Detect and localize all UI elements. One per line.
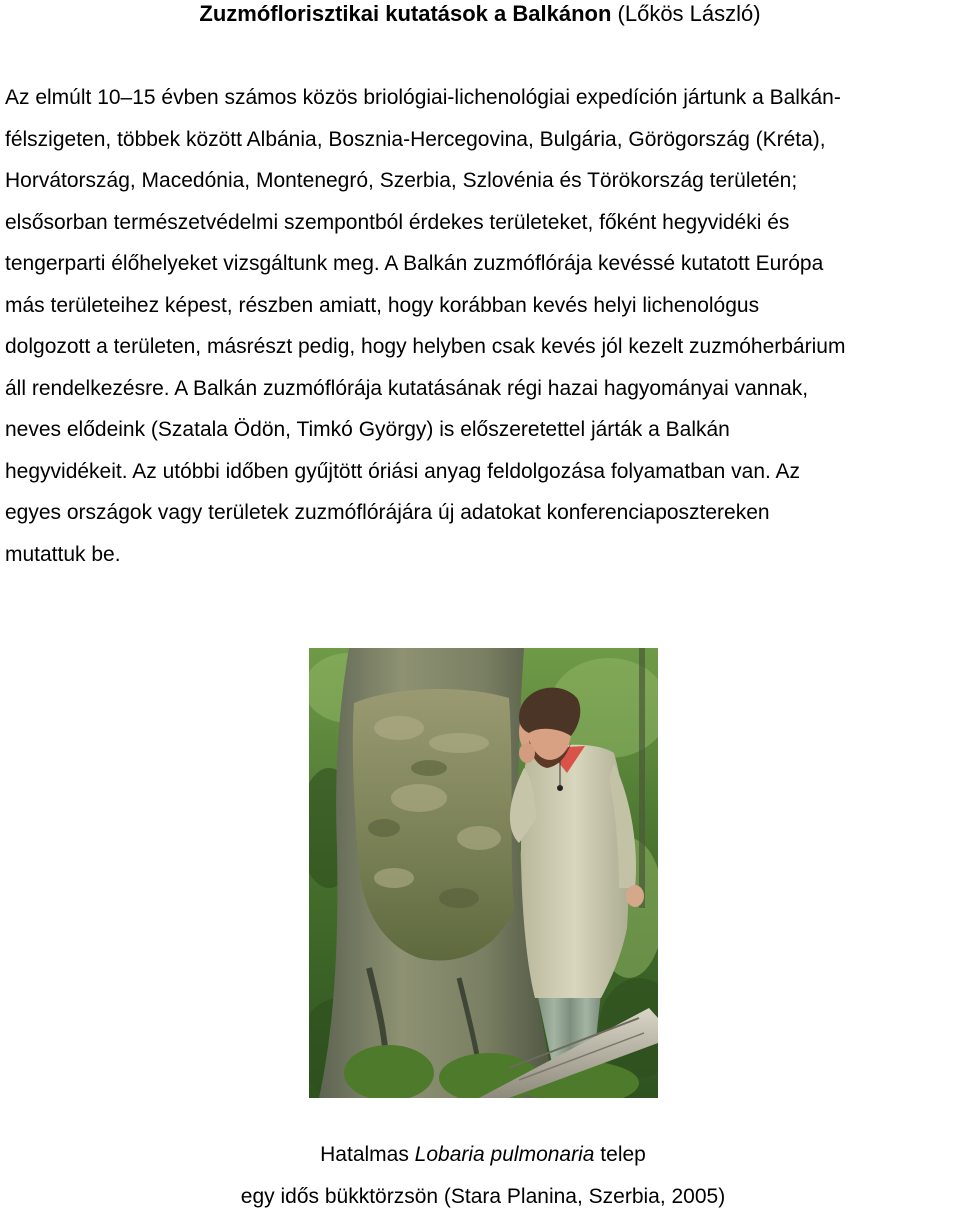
paragraph-line: elsősorban természetvédelmi szempontból érdekes területeket, főként hegyvidéki és (5, 210, 790, 234)
paragraph-line: félszigeten, többek között Albánia, Bosznia-Hercegovina, Bulgária, Görögország (Kréta), (5, 127, 826, 151)
paragraph-line: dolgozott a területen, másrészt pedig, hogy helyben csak kevés jól kezelt zuzmóherbárium (5, 335, 846, 358)
paragraph-line: hegyvidékeit. Az utóbbi időben gyűjtött óriási anyag feldolgozása folyamatban van. Az (5, 459, 801, 483)
document-title (0, 0, 960, 28)
paragraph-line: egyes országok vagy területek zuzmóflórájára új adatokat konferenciaposztereken (5, 501, 770, 524)
caption-suffix: telep (594, 1143, 646, 1166)
photo-lichen-on-beech-trunk (309, 648, 658, 1098)
body-paragraph (5, 77, 957, 575)
paragraph-line: más területeihez képest, részben amiatt, hogy korábban kevés helyi lichenológus (5, 293, 760, 317)
photo-caption-line2: egy idős bükktörzsön (Stara Planina, Szerbia, 2005) (240, 1185, 726, 1208)
paragraph-line: neves elődeink (Szatala Ödön, Timkó György) is előszeretettel járták a Balkán (5, 418, 730, 441)
paragraph-line: Az elmúlt 10–15 évben számos közös briológiai-lichenológiai expedíción jártunk a Balkán- (5, 86, 841, 109)
paragraph-line: Horvátország, Macedónia, Montenegró, Szerbia, Szlovénia és Törökország területén; (5, 169, 798, 192)
caption-species-name: Lobaria pulmonaria (414, 1143, 595, 1166)
paragraph-line: mutattuk be. (5, 542, 121, 566)
title-author: (Lőkös László) (617, 1, 761, 26)
paragraph-line: tengerparti élőhelyeket vizsgáltunk meg. A Balkán zuzmóflórája kevéssé kutatott Európa (5, 252, 824, 275)
photo-caption-line1 (0, 1141, 960, 1169)
caption-prefix: Hatalmas (320, 1143, 415, 1166)
paragraph-line: áll rendelkezésre. A Balkán zuzmóflórája kutatásának régi hazai hagyományai vannak, (5, 376, 809, 400)
title-main: Zuzmóflorisztikai kutatások a Balkánon (199, 1, 612, 26)
